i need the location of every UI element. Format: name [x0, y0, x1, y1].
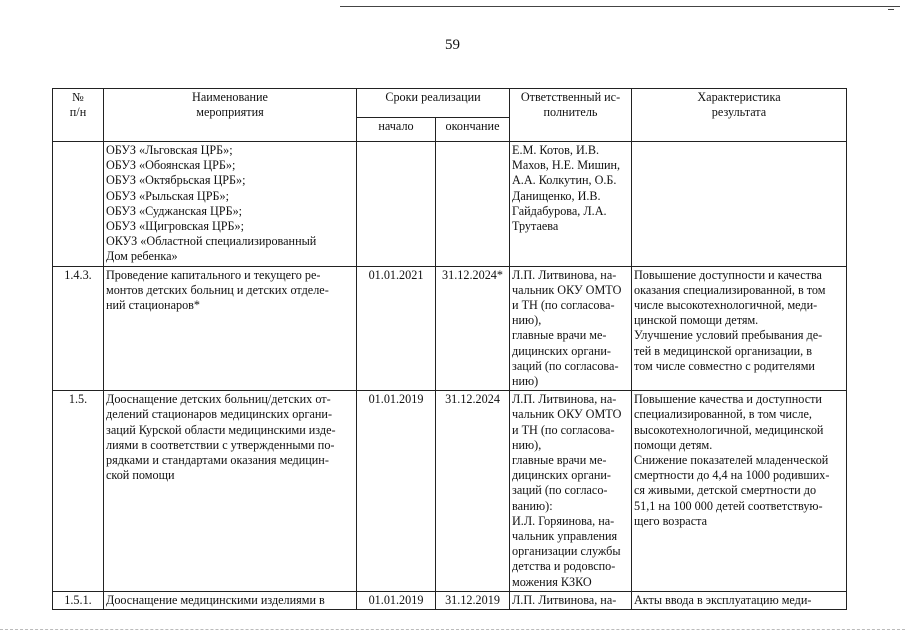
page-number: 59 [445, 37, 460, 53]
header-dates: Сроки реализации [357, 89, 510, 118]
row-start: 01.01.2021 [357, 266, 436, 391]
row-number: 1.5. [53, 391, 104, 592]
header-end: окончание [436, 118, 510, 142]
table-row [53, 591, 847, 609]
row-end: 31.12.2024 [436, 391, 510, 592]
row-name: Дооснащение медицинскими изделиями в [104, 591, 357, 609]
row-name: ОБУЗ «Льговская ЦРБ»; ОБУЗ «Обоянская ЦРБ»; ОБУЗ «Октябрьская ЦРБ»; ОБУЗ «Рыльская ЦРБ»; ОБУЗ «Суджанская ЦРБ»; ОБУЗ «Щигровская ЦРБ»; ОКУЗ «Областной специализированный Дом ребенка» [104, 142, 357, 267]
row-end [436, 142, 510, 267]
header-name: Наименование мероприятия [104, 89, 357, 142]
row-name: Проведение капитального и текущего ре- монтов детских больниц и детских отделе- ний стационаров* [104, 266, 357, 391]
header-responsible: Ответственный ис- полнитель [510, 89, 632, 142]
row-responsible: Л.П. Литвинова, на- [510, 591, 632, 609]
table-row [53, 266, 847, 391]
row-responsible: Л.П. Литвинова, на- чальник ОКУ ОМТО и ТН (по согласова- нию), главные врачи ме- дицинских органи- заций (по согласо- ванию): И.Л. Горяинова, на- чальник управления организации службы детства и родовспо- можения КЗКО [510, 391, 632, 592]
header-start: начало [357, 118, 436, 142]
row-responsible: Л.П. Литвинова, на- чальник ОКУ ОМТО и ТН (по согласова- нию), главные врачи ме- дицинских органи- заций (по согласова- нию) [510, 266, 632, 391]
row-result [632, 142, 847, 267]
row-start: 01.01.2019 [357, 391, 436, 592]
row-name: Дооснащение детских больниц/детских от- делений стационаров медицинских органи- заций Курской области медицинскими изде- лиями в соответствии с утвержденными по- рядками и стандартами оказания медицин- ской помощи [104, 391, 357, 592]
row-result: Повышение качества и доступности специализированной, в том числе, высокотехнологичной, медицинской помощи детям. Снижение показателей младенческой смертности до 4,4 на 1000 родивших- ся живыми, детской смертности до 51,1 на 100 000 детей соответствую- щего возраста [632, 391, 847, 592]
table-row [53, 142, 847, 267]
row-number [53, 142, 104, 267]
header-number: № п/н [53, 89, 104, 142]
scan-edge-line [0, 629, 905, 630]
header-result: Характеристика результата [632, 89, 847, 142]
row-end: 31.12.2019 [436, 591, 510, 609]
row-number: 1.4.3. [53, 266, 104, 391]
plan-table [52, 88, 847, 610]
table-row [53, 391, 847, 592]
row-start: 01.01.2019 [357, 591, 436, 609]
row-number: 1.5.1. [53, 591, 104, 609]
row-start [357, 142, 436, 267]
row-result: Повышение доступности и качества оказания специализированной, в том числе высокотехнологичной, меди- цинской помощи детям. Улучшение условий пребывания де- тей в медицинской организации, в том числе совместно с родителями [632, 266, 847, 391]
row-result: Акты ввода в эксплуатацию меди- [632, 591, 847, 609]
row-responsible: Е.М. Котов, И.В. Махов, Н.Е. Мишин, А.А. Колкутин, О.Б. Данищенко, И.В. Гайдабурова, Л.А. Трутаева [510, 142, 632, 267]
top-rule [340, 6, 900, 7]
row-end: 31.12.2024* [436, 266, 510, 391]
top-mark [888, 9, 894, 10]
